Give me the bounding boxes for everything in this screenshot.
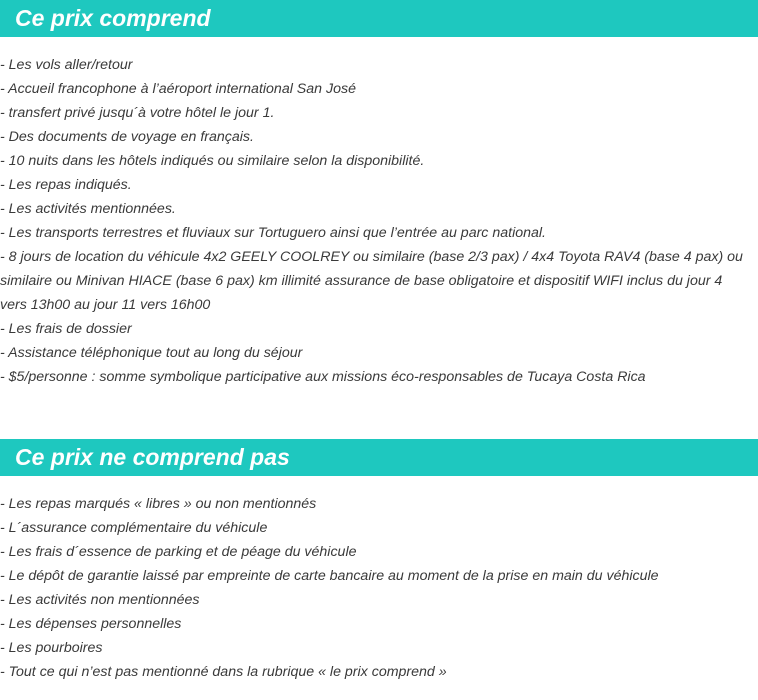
list-item: - Les activités mentionnées. [0, 201, 176, 217]
list-item: - $5/personne : somme symbolique participative aux missions éco-responsables de Tucaya Costa Rica [0, 369, 646, 385]
list-item: - Les pourboires [0, 640, 103, 656]
list-item: - 8 jours de location du véhicule 4x2 GEELY COOLREY ou similaire (base 2/3 pax) / 4x4 Toyota RAV4 (base 4 pax) ou similaire ou Minivan HIACE (base 6 pax) km illimité assurance de base obligatoire et dispositif WIFI inclus du jour 4 vers 13h00 au jour 11 vers 16h00 [0, 249, 743, 313]
list-item: - Les repas indiqués. [0, 177, 132, 193]
included-section-title: Ce prix comprend [0, 0, 758, 37]
excluded-section-title: Ce prix ne comprend pas [0, 439, 758, 476]
list-item: - transfert privé jusqu´à votre hôtel le jour 1. [0, 105, 275, 121]
list-item: - Assistance téléphonique tout au long du séjour [0, 345, 303, 361]
list-item: - Les vols aller/retour [0, 57, 133, 73]
included-item-list [0, 53, 758, 389]
list-item: - Les frais de dossier [0, 321, 132, 337]
excluded-section [0, 439, 758, 684]
list-item: - Les activités non mentionnées [0, 592, 200, 608]
list-item: - Des documents de voyage en français. [0, 129, 254, 145]
list-item: - Accueil francophone à l’aéroport international San José [0, 81, 356, 97]
list-item: - Tout ce qui n’est pas mentionné dans la rubrique « le prix comprend » [0, 664, 447, 680]
excluded-item-list [0, 492, 758, 684]
list-item: - L´assurance complémentaire du véhicule [0, 520, 268, 536]
list-item: - Les transports terrestres et fluviaux sur Tortuguero ainsi que l’entrée au parc national. [0, 225, 546, 241]
list-item: - Les dépenses personnelles [0, 616, 182, 632]
list-item: - 10 nuits dans les hôtels indiqués ou similaire selon la disponibilité. [0, 153, 425, 169]
list-item: - Les repas marqués « libres » ou non mentionnés [0, 496, 317, 512]
list-item: - Le dépôt de garantie laissé par empreinte de carte bancaire au moment de la prise en main du véhicule [0, 568, 659, 584]
list-item: - Les frais d´essence de parking et de péage du véhicule [0, 544, 357, 560]
